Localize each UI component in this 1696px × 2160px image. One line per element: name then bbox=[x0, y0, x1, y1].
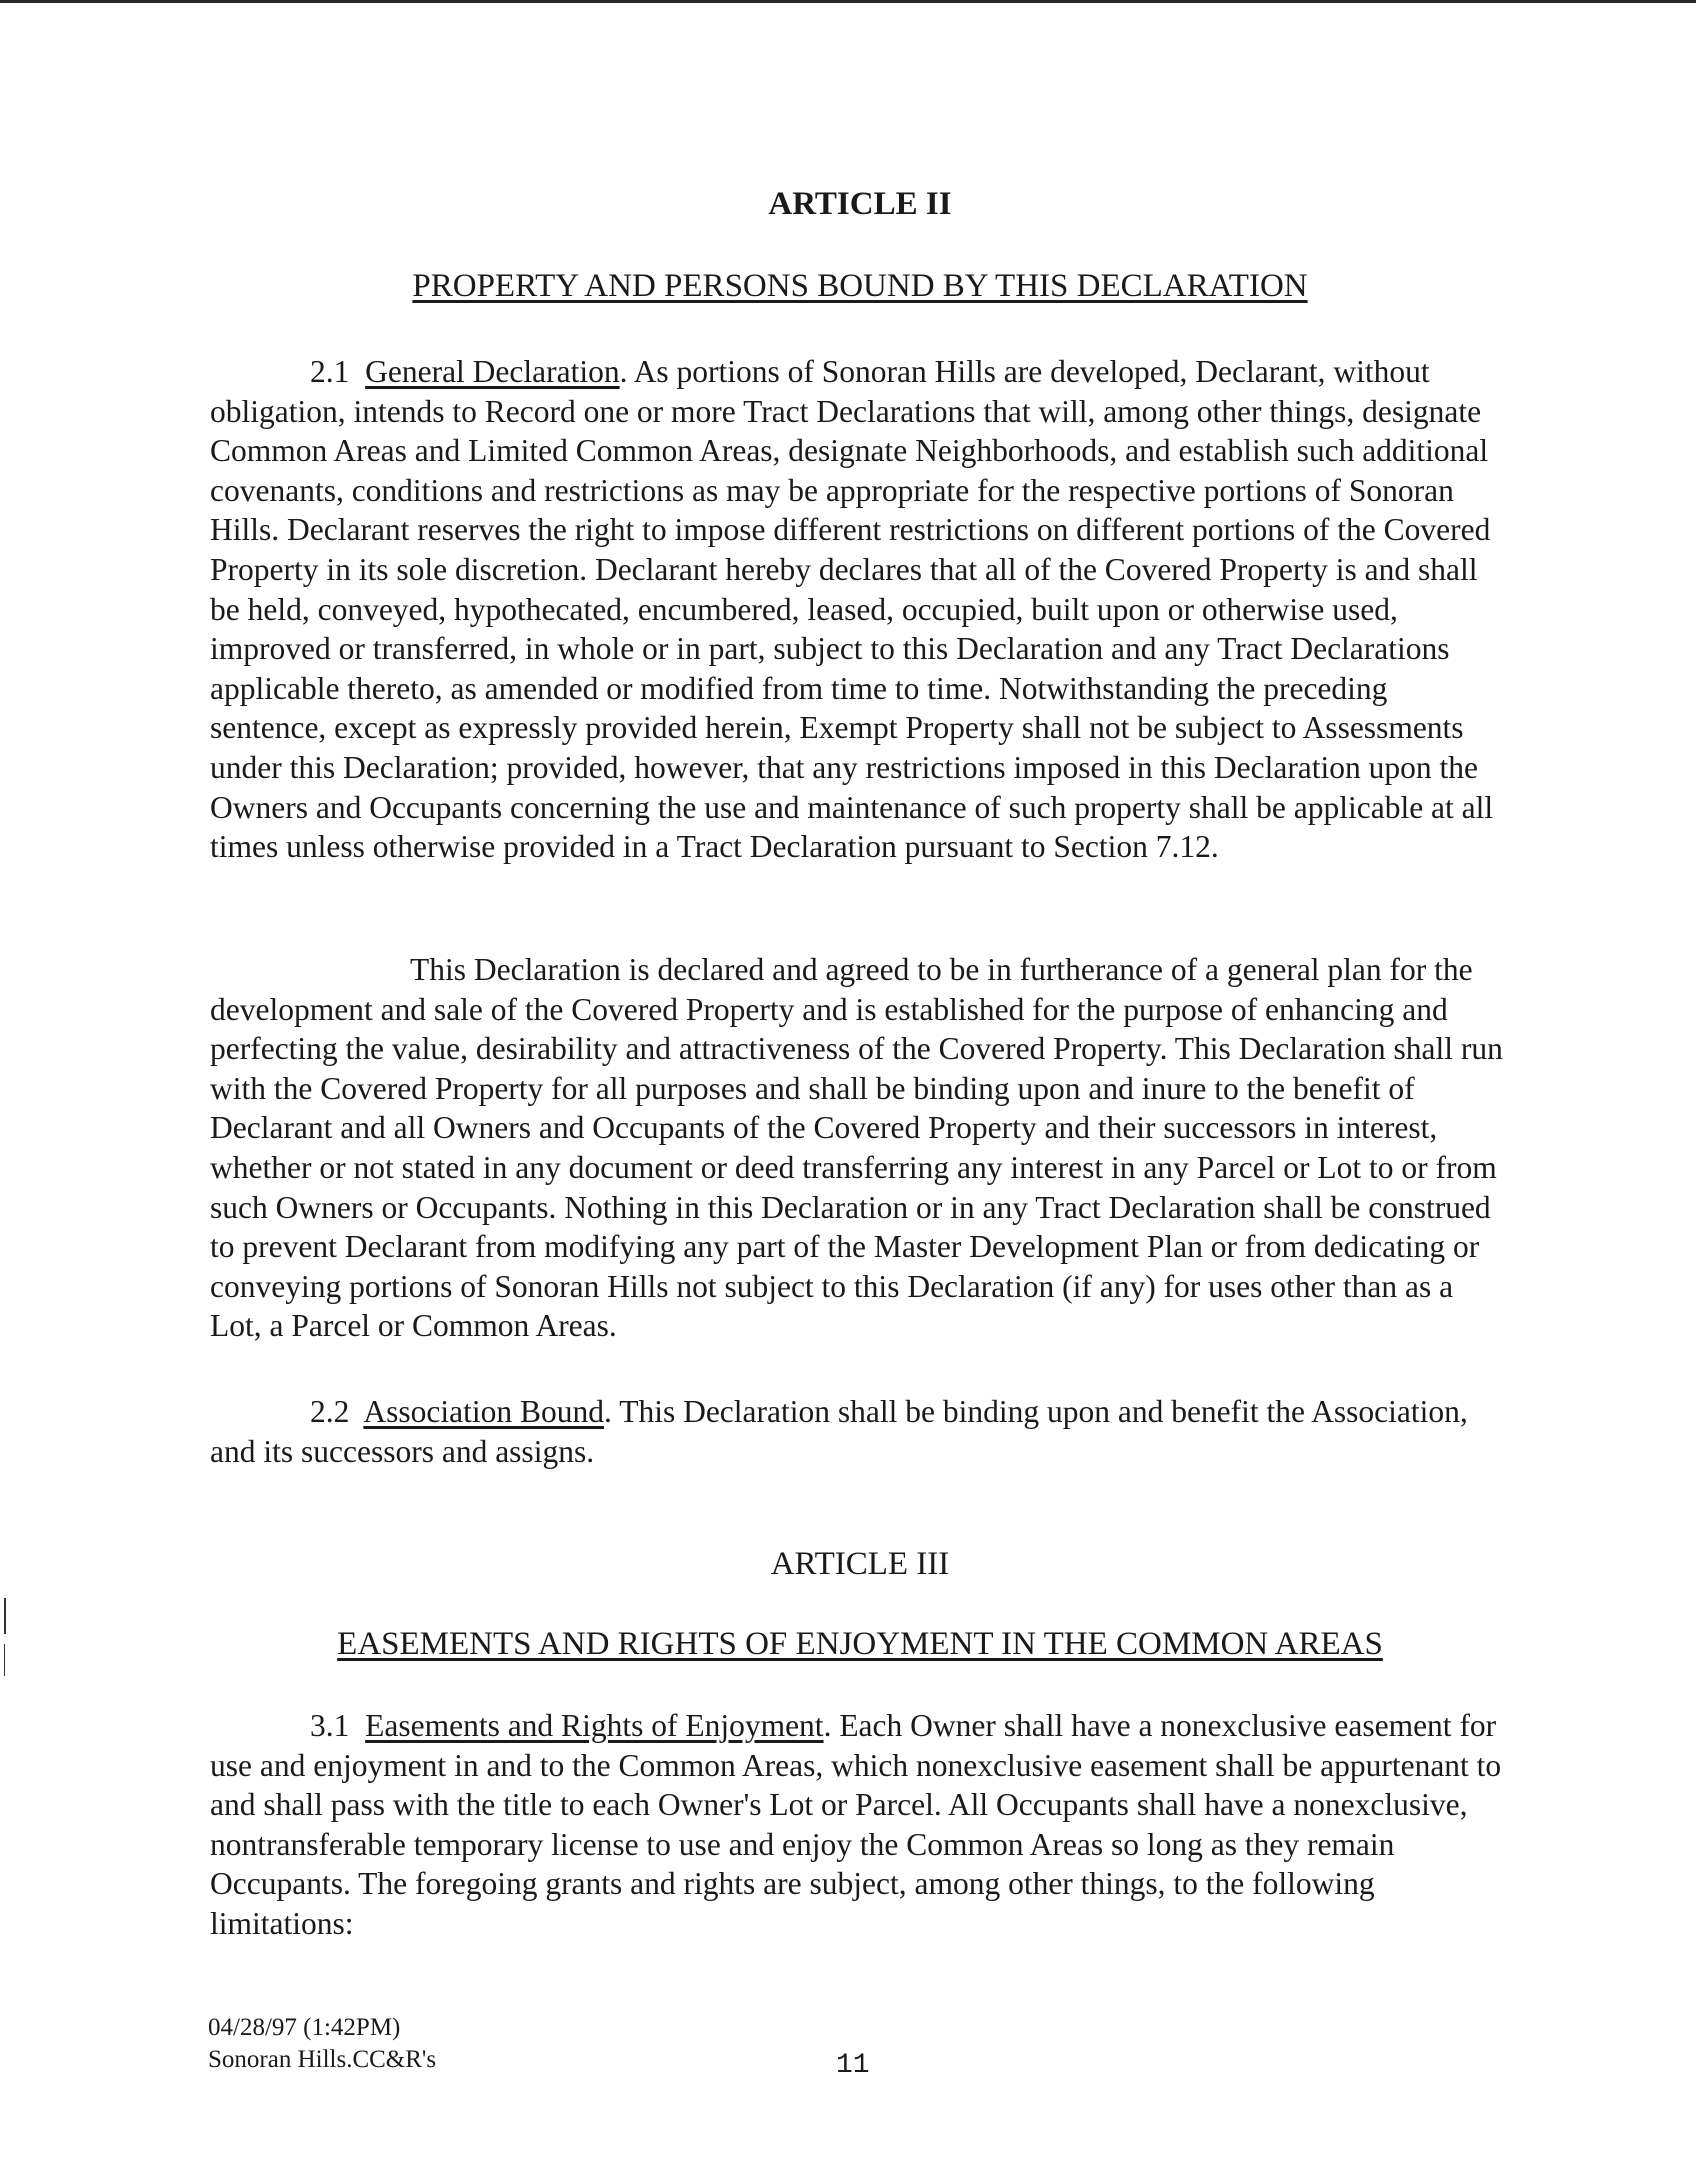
section-number: 3.1 bbox=[310, 1708, 350, 1743]
top-scan-edge bbox=[0, 0, 1696, 3]
article-2-subtitle: PROPERTY AND PERSONS BOUND BY THIS DECLARATION bbox=[412, 268, 1308, 304]
footer-document-name: Sonoran Hills.CC&R's bbox=[208, 2046, 437, 2073]
section-title: Easements and Rights of Enjoyment bbox=[365, 1708, 824, 1743]
section-2-2 bbox=[210, 1392, 1510, 1471]
article-2-title: ARTICLE II bbox=[768, 186, 952, 222]
section-body: . As portions of Sonoran Hills are developed, Declarant, without obligation, intends to Record one or more Tract Declarations that will, among other things, designate Common Areas and Limited Common Areas, designate Neighborhoods, and establish such additional covenants, conditions and restrictions as may be appropriate for the respective portions of Sonoran Hills. Declarant reserves the right to impose different restrictions on different portions of the Covered Property in its sole discretion. Declarant hereby declares that all of the Covered Property is and shall be held, conveyed, hypothecated, encumbered, leased, occupied, built upon or otherwise used, improved or transferred, in whole or in part, subject to this Declaration and any Tract Declarations applicable thereto, as amended or modified from time to time. Notwithstanding the preceding sentence, except as expressly provided herein, Exempt Property shall not be subject to Assessments under this Declaration; provided, however, that any restrictions imposed in this Declaration upon the Owners and Occupants concerning the use and maintenance of such property shall be applicable at all times unless otherwise provided in a Tract Declaration pursuant to Section 7.12. bbox=[210, 354, 1494, 865]
section-number: 2.2 bbox=[310, 1394, 350, 1429]
footer-meta bbox=[208, 2012, 436, 2076]
section-title: General Declaration bbox=[365, 354, 620, 389]
scan-edge-mark bbox=[4, 1598, 6, 1634]
section-2-1 bbox=[210, 352, 1510, 867]
section-number: 2.1 bbox=[310, 354, 350, 389]
section-title: Association Bound bbox=[363, 1394, 605, 1429]
scan-edge-mark bbox=[4, 1644, 5, 1676]
article-3-title: ARTICLE III bbox=[770, 1546, 950, 1582]
section-body: . Each Owner shall have a nonexclusive easement for use and enjoyment in and to the Common Areas, which nonexclusive easement shall be appurtenant to and shall pass with the title to each Owner's Lot or Parcel. All Occupants shall have a nonexclusive, nontransferable temporary license to use and enjoy the Common Areas so long as they remain Occupants. The foregoing grants and rights are subject, among other things, to the following limitations: bbox=[210, 1708, 1502, 1941]
section-2-1-paragraph-2 bbox=[210, 950, 1510, 1346]
page-number: 11 bbox=[836, 2050, 870, 2081]
footer-date: 04/28/97 (1:42PM) bbox=[208, 2014, 401, 2041]
article-3-subtitle: EASEMENTS AND RIGHTS OF ENJOYMENT IN THE COMMON AREAS bbox=[337, 1626, 1383, 1662]
paragraph-text: This Declaration is declared and agreed to be in furtherance of a general plan for the development and sale of the Covered Property and is established for the purpose of enhancing and perfecting the value, desirability and attractiveness of the Covered Property. This Declaration shall run with the Covered Property for all purposes and shall be binding upon and inure to the benefit of Declarant and all Owners and Occupants of the Covered Property and their successors in interest, whether or not stated in any document or deed transferring any interest in any Parcel or Lot to or from such Owners or Occupants. Nothing in this Declaration or in any Tract Declaration shall be construed to prevent Declarant from modifying any part of the Master Development Plan or from dedicating or conveying portions of Sonoran Hills not subject to this Declaration (if any) for uses other than as a Lot, a Parcel or Common Areas. bbox=[210, 952, 1503, 1344]
section-body: . This Declaration shall be binding upon and benefit the Association, and its successors and assigns. bbox=[210, 1394, 1468, 1469]
section-3-1 bbox=[210, 1706, 1510, 1944]
